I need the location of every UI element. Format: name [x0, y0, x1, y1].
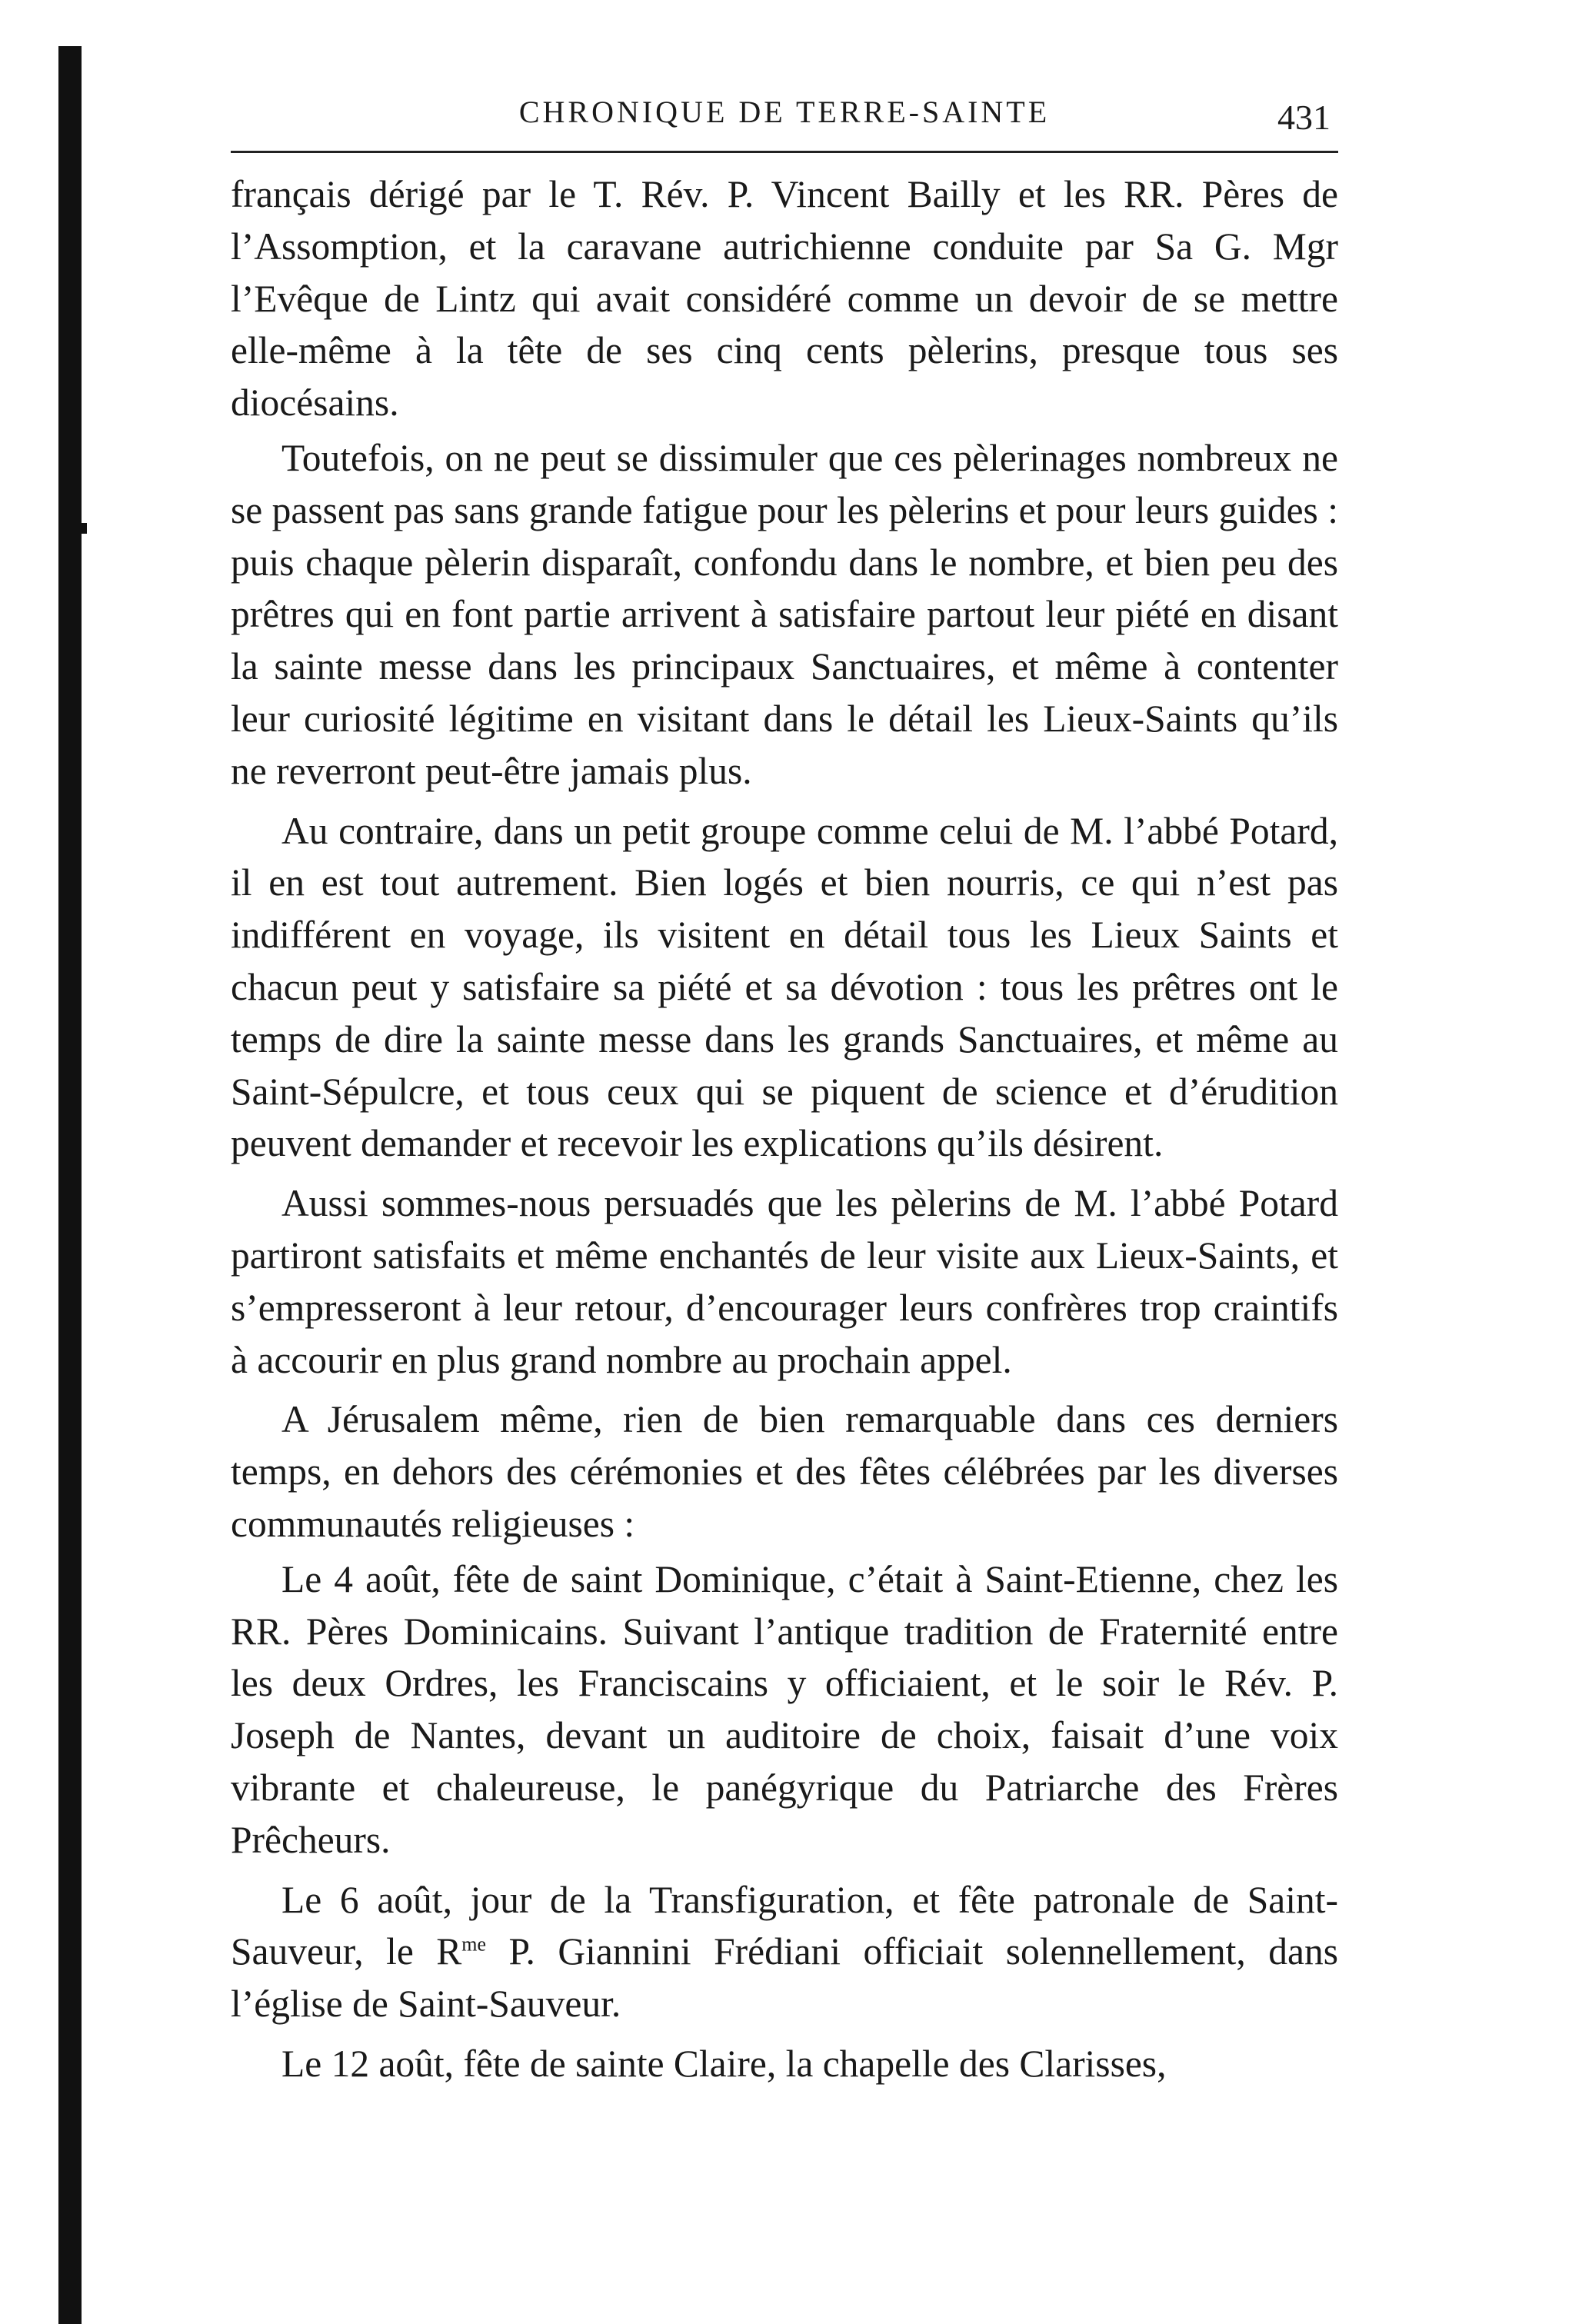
scan-edge-mark: [82, 523, 87, 534]
running-head: [231, 85, 1338, 146]
book-page: [231, 85, 1338, 2090]
paragraph-4: Aussi sommes-nous persuadés que les pèlerins de M. l’abbé Potard partiront satisfaits et même enchantés de leur visite aux Lieux-Saints, et s’empresseront à leur retour, d’encourager leurs confrères trop craintifs à accourir en plus grand nombre au prochain appel.: [231, 1182, 1338, 1381]
page-number: 431: [1277, 98, 1331, 137]
paragraph-5: A Jérusalem même, rien de bien remarquable dans ces derniers temps, en dehors des cérémonies et des fêtes célébrées par les diverses communautés religieuses :: [231, 1398, 1338, 1545]
paragraph-7: [231, 1874, 1338, 2030]
paragraph-2: Toutefois, on ne peut se dissimuler que ces pèlerinages nombreux ne se passent pas sans grande fatigue pour les pèlerins et pour leurs guides : puis chaque pèlerin disparaît, confondu dans le nombre, et bien peu des prêtres qui en font partie arrivent à satisfaire partout leur piété en disant la sainte messe dans les principaux Sanctuaires, et même à contenter leur curiosité légitime en visitant dans le détail les Lieux-Saints qu’ils ne reverront peut-être jamais plus.: [231, 436, 1338, 792]
paragraph-7-text-after: P. Giannini Frédiani officiait solennellement, dans l’église de Saint-Sauveur.: [231, 1930, 1338, 2026]
paragraph-7-text-before: Le 6 août, jour de la Transfiguration, et fête patronale de Saint-Sauveur, le R: [231, 1878, 1338, 1973]
scan-edge-bar: [58, 46, 82, 2324]
paragraph-6: Le 4 août, fête de saint Dominique, c’était à Saint-Etienne, chez les RR. Pères Dominicains. Suivant l’antique tradition de Fraternité entre les deux Ordres, les Franciscains y officiaient, et le soir le Rév. P. Joseph de Nantes, devant un auditoire de choix, faisait d’une voix vibrante et chaleureuse, le panégyrique du Patriarche des Frères Prêcheurs.: [231, 1557, 1338, 1861]
paragraph-8: Le 12 août, fête de sainte Claire, la chapelle des Clarisses,: [281, 2042, 1167, 2085]
running-title: CHRONIQUE DE TERRE-SAINTE: [518, 95, 1051, 129]
paragraph-3: Au contraire, dans un petit groupe comme celui de M. l’abbé Potard, il en est tout autrement. Bien logés et bien nourris, ce qui n’est pas indifférent en voyage, ils visitent en détail tous les Lieux Saints et chacun peut y satisfaire sa piété et sa dévotion : tous les prêtres ont le temps de dire la sainte messe dans les grands Sanctuaires, et même au Saint-Sépulcre, et tous ceux qui se piquent de science et d’érudition peuvent demander et recevoir les explications qu’ils désirent.: [231, 809, 1338, 1165]
paragraph-1: français dérigé par le T. Rév. P. Vincent Bailly et les RR. Pères de l’Assomption, et la caravane autrichienne conduite par Sa G. Mgr l’Evêque de Lintz qui avait considéré comme un devoir de se mettre elle-même à la tête de ses cinq cents pèlerins, presque tous ses diocésains.: [231, 173, 1338, 425]
body-text: [231, 168, 1338, 2090]
header-rule: [231, 151, 1338, 153]
paragraph-7-superscript: me: [461, 1933, 487, 1956]
